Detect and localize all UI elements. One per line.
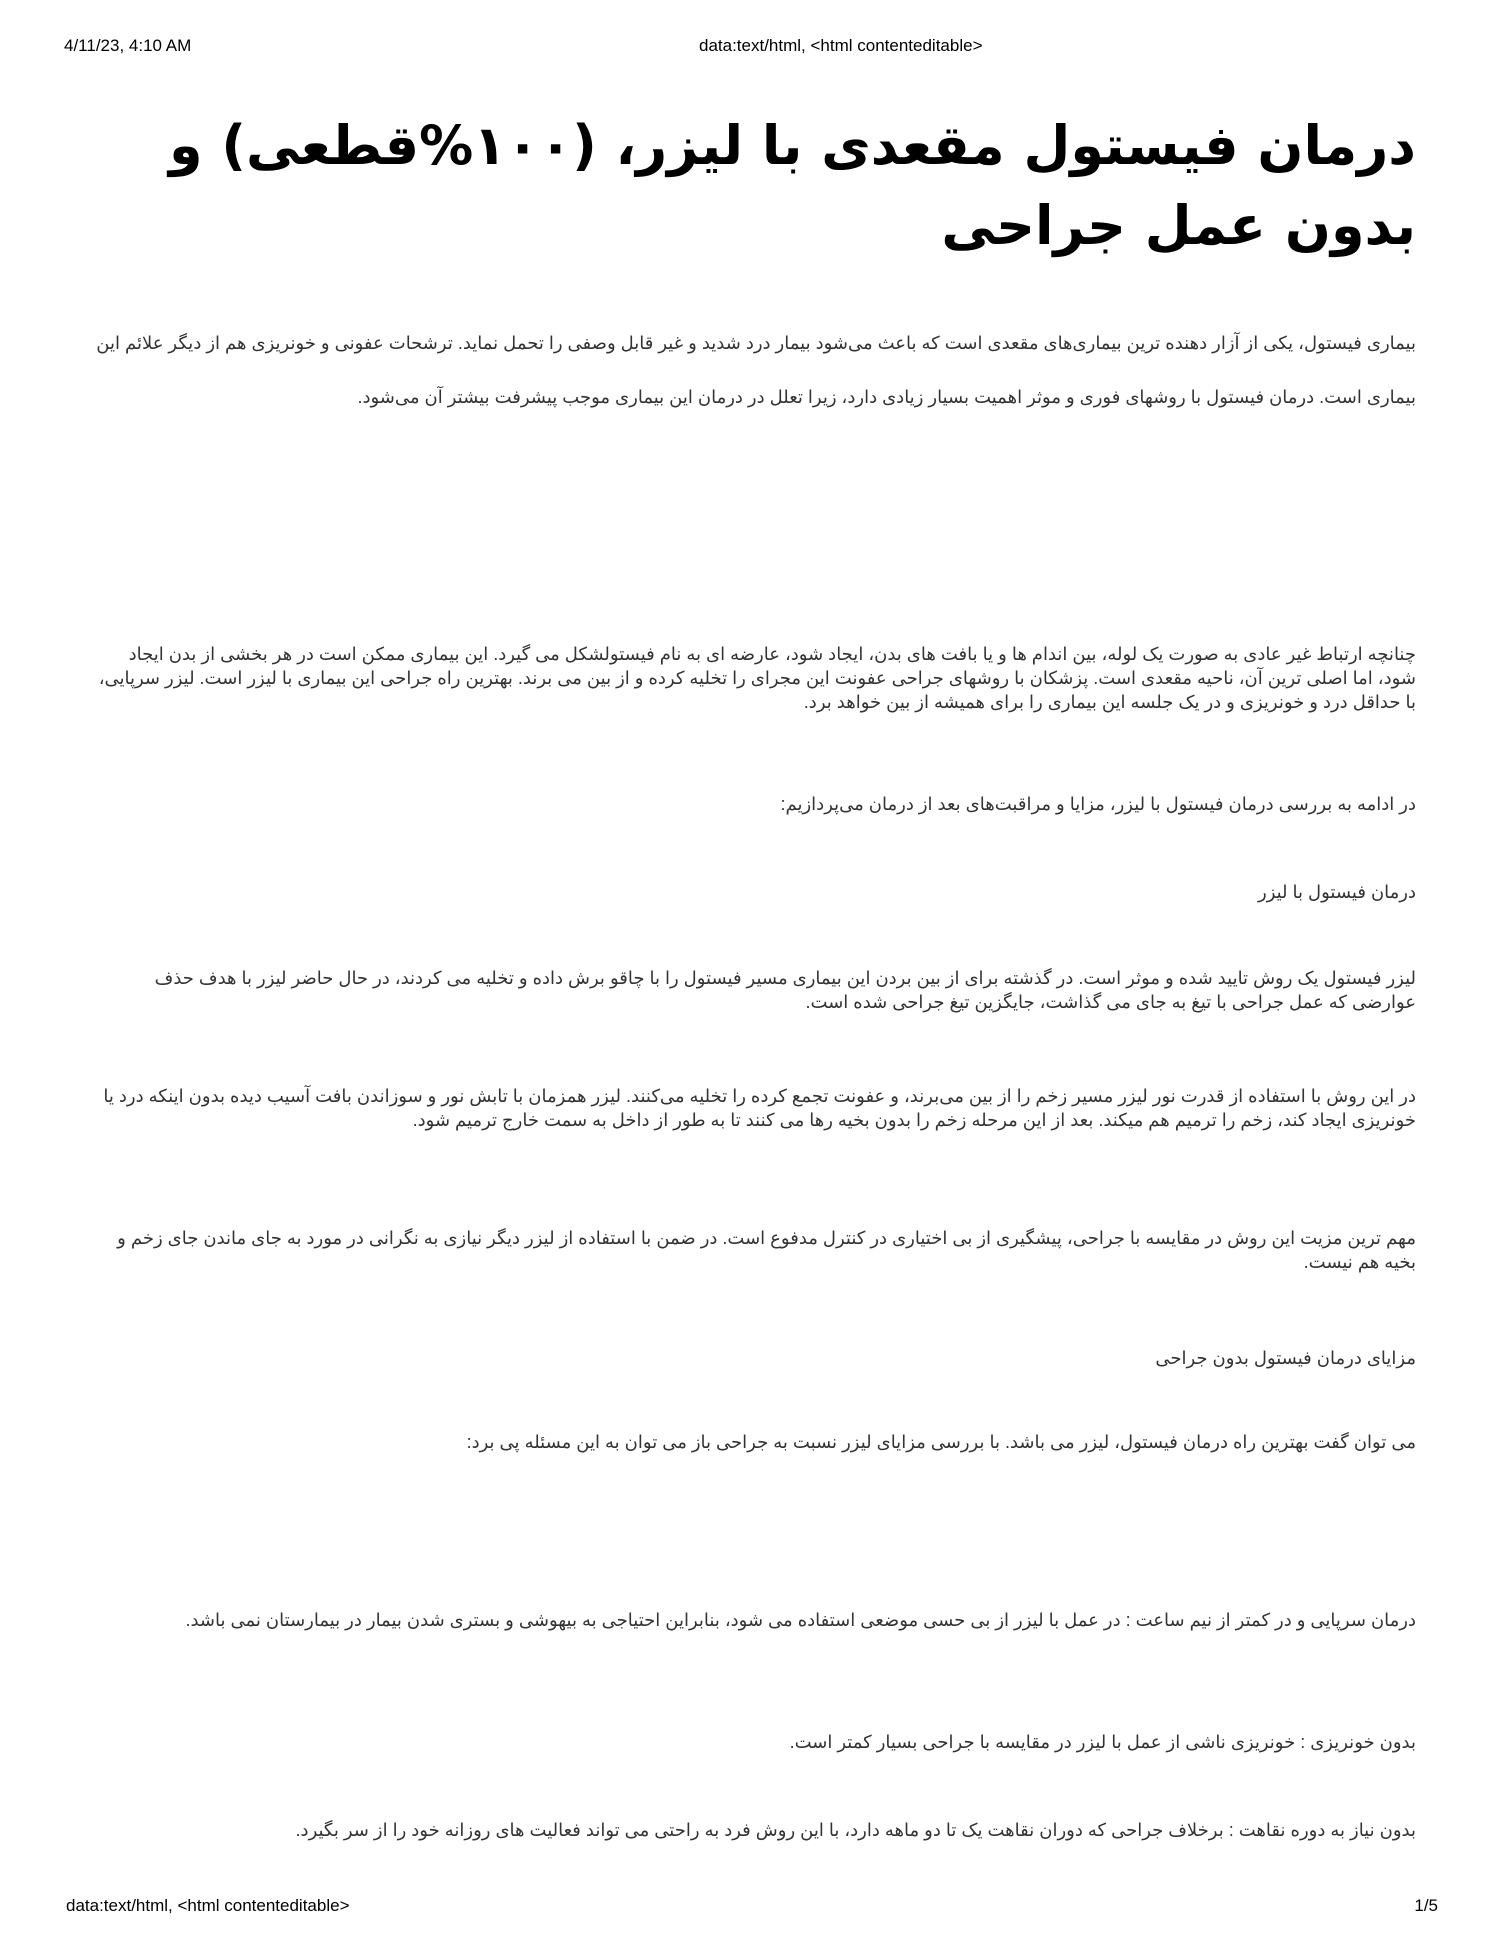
- print-datetime: 4/11/23, 4:10 AM: [64, 36, 192, 55]
- paragraph-benefit: مهم ترین مزیت این روش در مقایسه با جراحی، پیشگیری از بی اختیاری در کنترل مدفوع است. در ضمن با استفاده از لیزر دیگر نیازی به نگرانی در مورد به جای ماندن جای زخم و بخیه هم نیست.: [117, 1228, 1416, 1272]
- paragraph-method: در این روش با استفاده از قدرت نور لیزر مسیر زخم را از بین می‌برند، و عفونت تجمع کرده را تخلیه می‌کنند. لیزر همزمان با تابش نور و سوزاندن بافت آسیب دیده بدون اینکه درد یا خونریزی ایجاد کند، زخم را ترمیم هم میکند. بعد از این مرحله زخم را بدون بخیه رها می کنند تا به طور از داخل به سمت خارج ترمیم شود.: [103, 1086, 1416, 1130]
- paragraph-intro: بیماری فیستول، یکی از آزار دهنده ترین بیماری‌های مقعدی است که باعث می‌شود بیمار درد شدید و غیر قابل وصفی را تحمل نماید. ترشحات عفونی و خونریزی هم از دیگر علائم این بیماری است. درمان فیستول با روشهای فوری و موثر اهمیت بسیار زیادی دارد، زیرا تعلل در درمان این بیماری موجب پیشرفت بیشتر آن می‌شود.: [96, 333, 1416, 407]
- print-page-url: data:text/html, <html contenteditable>: [699, 36, 983, 55]
- page-number: 1/5: [1414, 1896, 1438, 1915]
- paragraph-laser: لیزر فیستول یک روش تایید شده و موثر است. در گذشته برای از بین بردن این بیماری مسیر فیستول را با چاقو برش داده و تخلیه می کردند، در حال حاضر لیزر با هدف حذف عوارضی که عمل جراحی با تیغ به جای می گذاشت، جایگزین تیغ جراحی شده است.: [154, 968, 1416, 1012]
- paragraph-continue: در ادامه به بررسی درمان فیستول با لیزر، مزایا و مراقبت‌های بعد از درمان می‌پردازیم:: [780, 794, 1416, 814]
- section-heading-advantages: مزایای درمان فیستول بدون جراحی: [1155, 1348, 1416, 1368]
- section-heading-laser-treatment: درمان فیستول با لیزر: [1258, 882, 1416, 902]
- list-item-no-bleeding: بدون خونریزی : خونریزی ناشی از عمل با لیزر در مقایسه با جراحی بسیار کمتر است.: [789, 1732, 1416, 1752]
- paragraph-fistula-definition: چنانچه ارتباط غیر عادی به صورت یک لوله، بین اندام ها و یا بافت های بدن، ایجاد شود، عارضه ای به نام فیستولشکل می گیرد. این بیماری ممکن است در هر بخشی از بدن ایجاد شود، اما اصلی ترین آن، ناحیه مقعدی است. پزشکان با روشهای جراحی عفونت این مجرای را تخلیه کرده و از بین می برند. بهترین راه جراحی این بیماری با لیزر است. لیزر سرپایی، با حداقل درد و خونریزی و در یک جلسه این بیماری را برای همیشه از بین خواهد برد.: [98, 644, 1416, 712]
- print-header: [0, 36, 1500, 60]
- print-footer-url: data:text/html, <html contenteditable>: [66, 1896, 350, 1915]
- list-item-no-recovery: بدون نیاز به دوره نقاهت : برخلاف جراحی که دوران نقاهت یک تا دو ماهه دارد، با این روش فرد به راحتی می تواند فعالیت های روزانه خود را از سر بگیرد.: [295, 1820, 1416, 1840]
- list-item-outpatient: درمان سرپایی و در کمتر از نیم ساعت : در عمل با لیزر از بی حسی موضعی استفاده می شود، بنابراین احتیاجی به بیهوشی و بستری شدن بیمار در بیمارستان نمی باشد.: [185, 1610, 1416, 1630]
- article-title: درمان فیستول مقعدی با لیزر، (۱۰۰%قطعی) و بدون عمل جراحی: [168, 114, 1416, 257]
- paragraph-best-treatment: می توان گفت بهترین راه درمان فیستول، لیزر می باشد. با بررسی مزایای لیزر نسبت به جراحی باز می توان به این مسئله پی برد:: [466, 1432, 1416, 1452]
- print-footer: [0, 1896, 1500, 1920]
